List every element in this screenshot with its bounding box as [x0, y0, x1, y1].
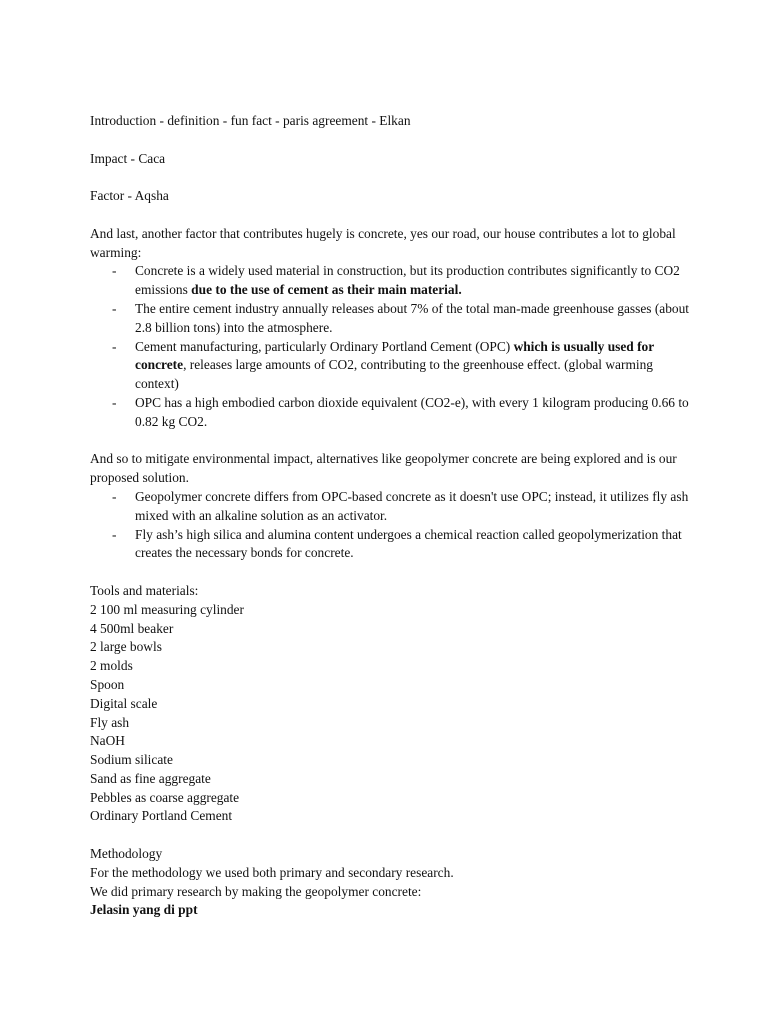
bullet-marker: - [112, 263, 117, 279]
role-line-impact: Impact - Caca [90, 150, 166, 166]
list-item: Digital scale [90, 695, 158, 711]
list-item: 4 500ml beaker [90, 620, 174, 636]
list-item: Ordinary Portland Cement [90, 808, 233, 824]
bullet-text: The entire cement industry annually releases about 7% of the total man-made greenhouse gasses (about 2.8 billion tons) into the atmosphere. [135, 300, 690, 335]
bullet-marker: - [112, 300, 117, 316]
concrete-intro-paragraph: And last, another factor that contributes hugely is concrete, yes our road, our house contributes a lot to global warming: [90, 225, 676, 260]
closing-bold-text: Jelasin yang di ppt [90, 902, 198, 918]
list-item [90, 338, 690, 394]
bullet-marker: - [112, 394, 117, 410]
document-body [90, 112, 690, 920]
bullet-text: Geopolymer concrete differs from OPC-based concrete as it doesn't use OPC; instead, it utilizes fly ash mixed with an alkaline solution as an activator. [135, 488, 689, 523]
bullet-marker: - [112, 488, 117, 504]
bullet-text-continued: , releases large amounts of CO2, contributing to the greenhouse effect. (global warming context) [135, 357, 653, 392]
bullet-bold-text: due to the use of cement as their main material. [191, 282, 462, 298]
list-item [90, 488, 690, 526]
list-item: 2 large bowls [90, 639, 162, 655]
bullet-text: OPC has a high embodied carbon dioxide equivalent (CO2-e), with every 1 kilogram producing 0.66 to 0.82 kg CO2. [135, 394, 689, 429]
closing-bold-line [90, 901, 690, 920]
list-item: Fly ash [90, 714, 130, 730]
tools-list [90, 601, 690, 827]
role-line-intro: Introduction - definition - fun fact - paris agreement - Elkan [90, 113, 411, 128]
list-item: Sodium silicate [90, 752, 173, 768]
mitigation-intro-paragraph: And so to mitigate environmental impact, alternatives like geopolymer concrete are being explored and is our proposed solution. [90, 451, 677, 486]
methodology-heading: Methodology [90, 846, 163, 862]
bullet-marker: - [112, 526, 117, 542]
mitigation-bullet-list [90, 488, 690, 563]
list-item [90, 526, 690, 564]
list-item [90, 300, 690, 338]
role-line-factor: Factor - Aqsha [90, 188, 169, 204]
list-item [90, 394, 690, 432]
list-item: Sand as fine aggregate [90, 770, 211, 786]
list-item: 2 100 ml measuring cylinder [90, 601, 244, 617]
bullet-text: Concrete is a widely used material in construction, but its production contributes significantly to CO2 emissions [135, 263, 680, 298]
methodology-line: For the methodology we used both primary and secondary research. [90, 864, 454, 880]
tools-heading: Tools and materials: [90, 582, 199, 598]
bullet-marker: - [112, 338, 117, 354]
bullet-text: Fly ash’s high silica and alumina content undergoes a chemical reaction called geopolymerization that creates the necessary bonds for concrete. [135, 526, 682, 561]
bullet-text: Cement manufacturing, particularly Ordinary Portland Cement (OPC) [135, 338, 514, 354]
concrete-bullet-list [90, 262, 690, 431]
list-item: Spoon [90, 676, 125, 692]
list-item: 2 molds [90, 658, 133, 674]
list-item: NaOH [90, 733, 125, 749]
bullet-bold-text: which is usually used for concrete [135, 338, 654, 373]
list-item [90, 262, 690, 300]
methodology-line: We did primary research by making the geopolymer concrete: [90, 883, 422, 899]
list-item: Pebbles as coarse aggregate [90, 789, 240, 805]
